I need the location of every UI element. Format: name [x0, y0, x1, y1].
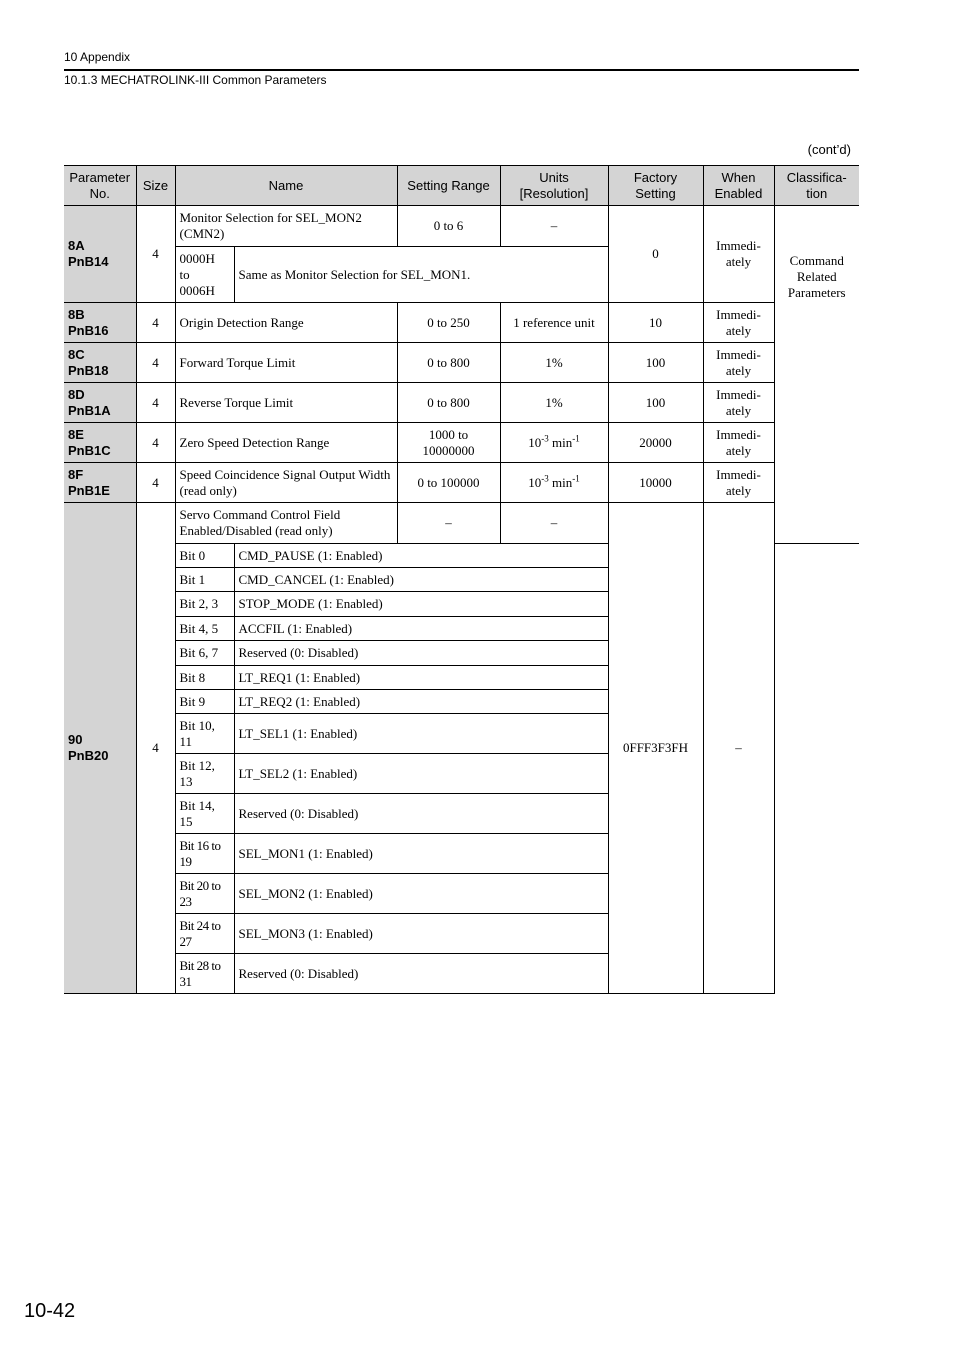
- bit-desc: SEL_MON1 (1: Enabled): [234, 834, 608, 874]
- factory-8c: 100: [608, 343, 703, 383]
- param-no-8f: 8F PnB1E: [64, 463, 136, 503]
- when-8e: Immedi- ately: [703, 423, 774, 463]
- header-rule: [64, 69, 859, 71]
- factory-90: 0FFF3F3FH: [608, 503, 703, 994]
- when-8b: Immedi- ately: [703, 303, 774, 343]
- bit-desc: SEL_MON2 (1: Enabled): [234, 874, 608, 914]
- bit-desc: CMD_PAUSE (1: Enabled): [234, 544, 608, 568]
- factory-8e: 20000: [608, 423, 703, 463]
- section-header: 10.1.3 MECHATROLINK-III Common Parameters: [64, 73, 327, 87]
- bit-label: Bit 2, 3: [175, 592, 234, 617]
- page-number: 10-42: [24, 1300, 76, 1322]
- when-8c: Immedi- ately: [703, 343, 774, 383]
- param-no-8e: 8E PnB1C: [64, 423, 136, 463]
- units-8d: 1%: [500, 383, 608, 423]
- bit-desc: LT_SEL2 (1: Enabled): [234, 754, 608, 794]
- param-no-90: 90 PnB20: [64, 503, 136, 994]
- bit-desc: ACCFIL (1: Enabled): [234, 617, 608, 641]
- size-8e: 4: [136, 423, 175, 463]
- name-8f: Speed Coincidence Signal Output Width (read only): [175, 463, 397, 503]
- range-8d: 0 to 800: [397, 383, 500, 423]
- desc-8a: Same as Monitor Selection for SEL_MON1.: [234, 247, 608, 303]
- when-8f: Immedi- ately: [703, 463, 774, 503]
- range-8c: 0 to 800: [397, 343, 500, 383]
- units-90: –: [500, 503, 608, 544]
- name-90: Servo Command Control Field Enabled/Disabled (read only): [175, 503, 397, 544]
- param-no-8d: 8D PnB1A: [64, 383, 136, 423]
- bit-desc: Reserved (0: Disabled): [234, 794, 608, 834]
- table-row: [64, 303, 859, 343]
- units-8a: –: [500, 206, 608, 247]
- bit-label: Bit 16 to 19: [175, 834, 234, 874]
- factory-8f: 10000: [608, 463, 703, 503]
- bit-label: Bit 1: [175, 568, 234, 592]
- units-8b: 1 reference unit: [500, 303, 608, 343]
- factory-8d: 100: [608, 383, 703, 423]
- bit-label: Bit 12, 13: [175, 754, 234, 794]
- chapter-header: 10 Appendix: [64, 50, 131, 64]
- name-8a: Monitor Selection for SEL_MON2 (CMN2): [175, 206, 397, 247]
- table-row: [64, 463, 859, 503]
- size-8c: 4: [136, 343, 175, 383]
- when-8d: Immedi- ately: [703, 383, 774, 423]
- bit-label: Bit 6, 7: [175, 641, 234, 666]
- bit-label: Bit 10, 11: [175, 714, 234, 754]
- bit-desc: STOP_MODE (1: Enabled): [234, 592, 608, 617]
- bit-label: Bit 28 to 31: [175, 954, 234, 994]
- units-8f: [500, 463, 608, 503]
- param-no-8a: 8A PnB14: [64, 206, 136, 303]
- classification-text: Command Related Parameters: [787, 253, 846, 300]
- units-8e: [500, 423, 608, 463]
- size-90: 4: [136, 503, 175, 994]
- bit-desc: LT_REQ2 (1: Enabled): [234, 690, 608, 714]
- bit-label: Bit 0: [175, 544, 234, 568]
- units-base: 10: [528, 434, 542, 450]
- bit-label: Bit 4, 5: [175, 617, 234, 641]
- size-8a: 4: [136, 206, 175, 303]
- table-row: [64, 423, 859, 463]
- units-8c: 1%: [500, 343, 608, 383]
- bit-desc: LT_SEL1 (1: Enabled): [234, 714, 608, 754]
- units-exp: -3: [541, 473, 549, 484]
- col-header-size: Size: [136, 166, 175, 206]
- bit-desc: LT_REQ1 (1: Enabled): [234, 666, 608, 690]
- bit-label: Bit 20 to 23: [175, 874, 234, 914]
- range-8b: 0 to 250: [397, 303, 500, 343]
- size-8f: 4: [136, 463, 175, 503]
- parameter-table: [64, 165, 859, 994]
- range-90: –: [397, 503, 500, 544]
- param-no-8b: 8B PnB16: [64, 303, 136, 343]
- bit-desc: CMD_CANCEL (1: Enabled): [234, 568, 608, 592]
- name-8b: Origin Detection Range: [175, 303, 397, 343]
- range-8f: 0 to 100000: [397, 463, 500, 503]
- when-8a: Immedi- ately: [703, 206, 774, 303]
- table-row: [64, 343, 859, 383]
- bit-label: Bit 9: [175, 690, 234, 714]
- size-8b: 4: [136, 303, 175, 343]
- bit-desc: Reserved (0: Disabled): [234, 954, 608, 994]
- bit-desc: Reserved (0: Disabled): [234, 641, 608, 666]
- units-unit: min: [548, 474, 573, 490]
- when-90: –: [703, 503, 774, 994]
- units-unit-exp: -1: [572, 433, 580, 444]
- param-no-8c: 8C PnB18: [64, 343, 136, 383]
- bit-label: Bit 8: [175, 666, 234, 690]
- name-8c: Forward Torque Limit: [175, 343, 397, 383]
- continued-label: (cont’d): [807, 142, 851, 157]
- size-8d: 4: [136, 383, 175, 423]
- col-header-classification: Classifica- tion: [774, 166, 859, 206]
- classification-cell: [774, 206, 859, 544]
- col-header-param-no: Parameter No.: [64, 166, 136, 206]
- units-base: 10: [528, 474, 542, 490]
- bit-label: Bit 14, 15: [175, 794, 234, 834]
- units-exp: -3: [541, 433, 549, 444]
- col-header-units: Units [Resolution]: [500, 166, 608, 206]
- factory-8b: 10: [608, 303, 703, 343]
- bits-8a: 0000H to 0006H: [175, 247, 234, 303]
- col-header-factory: Factory Setting: [608, 166, 703, 206]
- factory-8a: 0: [608, 206, 703, 303]
- range-8a: 0 to 6: [397, 206, 500, 247]
- units-unit: min: [548, 434, 573, 450]
- name-8e: Zero Speed Detection Range: [175, 423, 397, 463]
- table-row: [64, 383, 859, 423]
- units-unit-exp: -1: [572, 473, 580, 484]
- bit-desc: SEL_MON3 (1: Enabled): [234, 914, 608, 954]
- col-header-when: When Enabled: [703, 166, 774, 206]
- name-8d: Reverse Torque Limit: [175, 383, 397, 423]
- col-header-setting-range: Setting Range: [397, 166, 500, 206]
- bit-label: Bit 24 to 27: [175, 914, 234, 954]
- range-8e: 1000 to 10000000: [397, 423, 500, 463]
- col-header-name: Name: [175, 166, 397, 206]
